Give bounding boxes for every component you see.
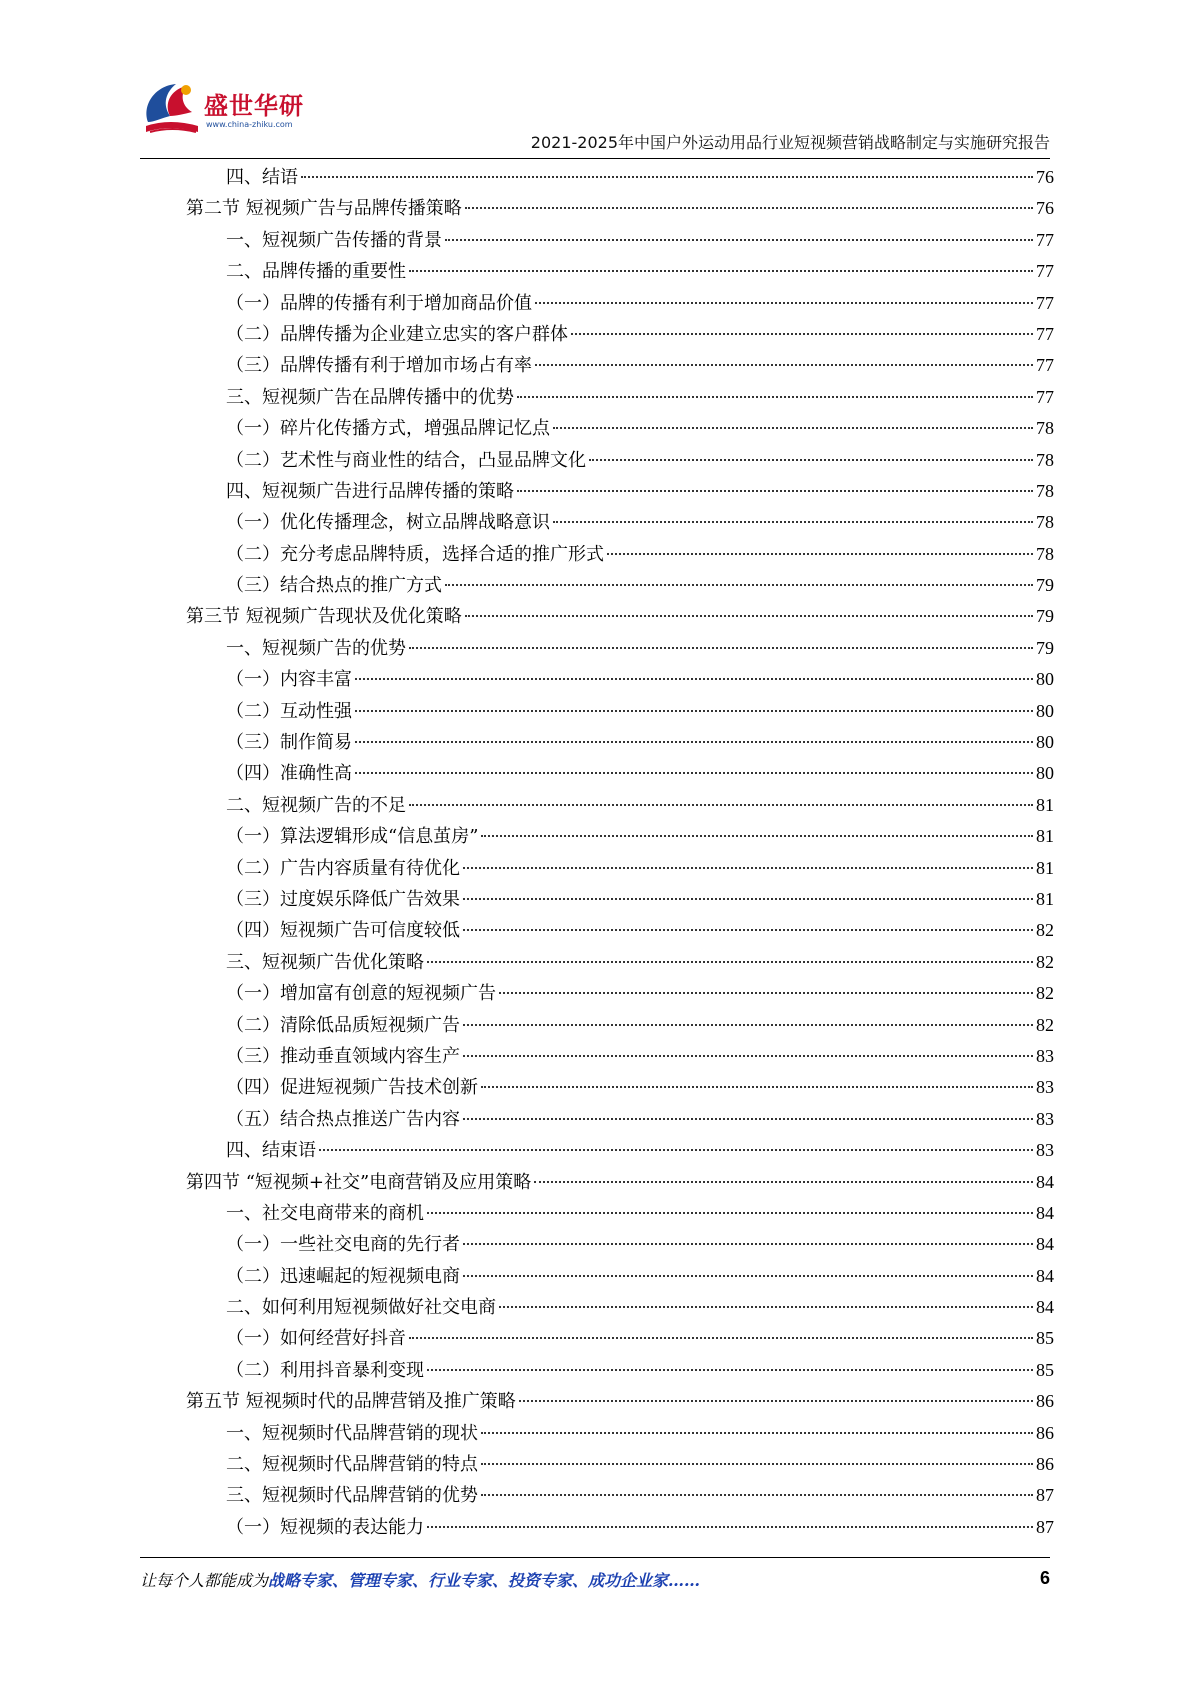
toc-entry-label: 第二节 短视频广告与品牌传播策略 bbox=[186, 198, 462, 220]
toc-leader-dots bbox=[481, 1086, 1033, 1088]
toc-entry[interactable] bbox=[186, 1323, 1054, 1354]
toc-leader-dots bbox=[481, 835, 1033, 837]
toc-entry[interactable] bbox=[186, 1449, 1054, 1480]
toc-leader-dots bbox=[517, 396, 1033, 398]
toc-entry-label: 三、短视频时代品牌营销的优势 bbox=[226, 1485, 478, 1507]
toc-entry[interactable] bbox=[186, 288, 1054, 319]
toc-entry[interactable] bbox=[186, 1386, 1054, 1417]
toc-entry-label: 二、品牌传播的重要性 bbox=[226, 261, 406, 283]
toc-entry-page: 78 bbox=[1036, 418, 1054, 439]
toc-entry-page: 84 bbox=[1036, 1297, 1054, 1318]
toc-leader-dots bbox=[535, 364, 1033, 366]
toc-leader-dots bbox=[427, 1369, 1033, 1371]
toc-entry-page: 83 bbox=[1036, 1045, 1054, 1066]
toc-entry-label: （一）如何经营好抖音 bbox=[226, 1328, 406, 1350]
toc-entry[interactable] bbox=[186, 821, 1054, 852]
toc-entry[interactable] bbox=[186, 633, 1054, 664]
toc-entry-label: 一、社交电商带来的商机 bbox=[226, 1202, 424, 1224]
toc-leader-dots bbox=[355, 710, 1033, 712]
toc-leader-dots bbox=[607, 553, 1033, 555]
toc-leader-dots bbox=[481, 1463, 1033, 1465]
toc-entry[interactable] bbox=[186, 1418, 1054, 1449]
toc-leader-dots bbox=[463, 1275, 1033, 1277]
toc-entry[interactable] bbox=[186, 915, 1054, 946]
toc-entry-label: 一、短视频时代品牌营销的现状 bbox=[226, 1422, 478, 1444]
toc-leader-dots bbox=[355, 741, 1033, 743]
toc-entry-label: 二、如何利用短视频做好社交电商 bbox=[226, 1297, 496, 1319]
toc-entry[interactable] bbox=[186, 1104, 1054, 1135]
toc-entry-label: （一）短视频的表达能力 bbox=[226, 1516, 424, 1538]
toc-entry[interactable] bbox=[186, 1167, 1054, 1198]
toc-leader-dots bbox=[571, 333, 1033, 335]
toc-leader-dots bbox=[355, 772, 1033, 774]
toc-entry-label: 四、结束语 bbox=[226, 1140, 316, 1162]
toc-entry[interactable] bbox=[186, 601, 1054, 632]
toc-leader-dots bbox=[409, 1337, 1033, 1339]
toc-entry[interactable] bbox=[186, 1261, 1054, 1292]
toc-entry-page: 84 bbox=[1036, 1265, 1054, 1286]
toc-leader-dots bbox=[463, 1024, 1033, 1026]
toc-entry-label: （三）推动垂直领域内容生产 bbox=[226, 1045, 460, 1067]
toc-entry-page: 80 bbox=[1036, 669, 1054, 690]
toc-entry[interactable] bbox=[186, 570, 1054, 601]
toc-entry-page: 87 bbox=[1036, 1485, 1054, 1506]
toc-entry-page: 76 bbox=[1036, 198, 1054, 219]
toc-entry-page: 81 bbox=[1036, 794, 1054, 815]
footer-slogan-lead: 让每个人都能成为 bbox=[140, 1571, 269, 1590]
toc-entry-label: （二）利用抖音暴利变现 bbox=[226, 1359, 424, 1381]
toc-entry[interactable] bbox=[186, 413, 1054, 444]
toc-entry-page: 82 bbox=[1036, 920, 1054, 941]
toc-entry[interactable] bbox=[186, 664, 1054, 695]
toc-entry[interactable] bbox=[186, 382, 1054, 413]
toc-entry-label: （四）准确性高 bbox=[226, 763, 352, 785]
toc-entry-page: 84 bbox=[1036, 1171, 1054, 1192]
toc-entry[interactable] bbox=[186, 1512, 1054, 1543]
company-logo bbox=[140, 78, 330, 148]
toc-entry-page: 82 bbox=[1036, 951, 1054, 972]
toc-entry[interactable] bbox=[186, 947, 1054, 978]
toc-entry-page: 86 bbox=[1036, 1391, 1054, 1412]
toc-leader-dots bbox=[535, 302, 1033, 304]
toc-entry-page: 76 bbox=[1036, 167, 1054, 187]
toc-entry-label: （二）充分考虑品牌特质，选择合适的推广形式 bbox=[226, 543, 604, 565]
toc-entry[interactable] bbox=[186, 884, 1054, 915]
toc-entry[interactable] bbox=[186, 1229, 1054, 1260]
toc-entry-page: 80 bbox=[1036, 700, 1054, 721]
toc-entry[interactable] bbox=[186, 225, 1054, 256]
toc-leader-dots bbox=[427, 961, 1033, 963]
toc-leader-dots bbox=[463, 867, 1033, 869]
toc-entry-page: 82 bbox=[1036, 1014, 1054, 1035]
toc-entry-page: 77 bbox=[1036, 229, 1054, 250]
toc-entry-label: （四）促进短视频广告技术创新 bbox=[226, 1077, 478, 1099]
toc-entry[interactable] bbox=[186, 853, 1054, 884]
toc-leader-dots bbox=[355, 678, 1033, 680]
report-title: 2021-2025年中国户外运动用品行业短视频营销战略制定与实施研究报告 bbox=[530, 133, 1050, 152]
toc-entry-label: 三、短视频广告在品牌传播中的优势 bbox=[226, 386, 514, 408]
toc-leader-dots bbox=[499, 1306, 1033, 1308]
toc-leader-dots bbox=[427, 1212, 1033, 1214]
toc-entry-label: （一）增加富有创意的短视频广告 bbox=[226, 983, 496, 1005]
toc-leader-dots bbox=[534, 1181, 1033, 1183]
toc-leader-dots bbox=[427, 1526, 1033, 1528]
toc-leader-dots bbox=[463, 929, 1033, 931]
toc-entry[interactable] bbox=[186, 1480, 1054, 1511]
toc-entry-page: 77 bbox=[1036, 386, 1054, 407]
toc-leader-dots bbox=[409, 804, 1033, 806]
toc-entry[interactable] bbox=[186, 1010, 1054, 1041]
logo-url: www.china-zhiku.com bbox=[206, 120, 293, 129]
toc-leader-dots bbox=[589, 459, 1033, 461]
toc-entry-page: 78 bbox=[1036, 512, 1054, 533]
toc-entry-label: 一、短视频广告传播的背景 bbox=[226, 229, 442, 251]
toc-leader-dots bbox=[553, 427, 1033, 429]
toc-entry-page: 80 bbox=[1036, 763, 1054, 784]
toc-entry-label: （五）结合热点推送广告内容 bbox=[226, 1108, 460, 1130]
logo-wordmark: 盛世华研 bbox=[204, 92, 304, 120]
toc-leader-dots bbox=[319, 1149, 1033, 1151]
toc-entry-page: 80 bbox=[1036, 732, 1054, 753]
toc-entry-page: 78 bbox=[1036, 480, 1054, 501]
toc-entry-page: 83 bbox=[1036, 1077, 1054, 1098]
toc-entry-label: 四、结语 bbox=[226, 167, 298, 188]
toc-entry[interactable] bbox=[186, 350, 1054, 381]
toc-entry-label: 第四节 “短视频+社交”电商营销及应用策略 bbox=[186, 1171, 532, 1193]
toc-entry-label: 三、短视频广告优化策略 bbox=[226, 951, 424, 973]
toc-leader-dots bbox=[499, 992, 1033, 994]
toc-entry-page: 85 bbox=[1036, 1328, 1054, 1349]
page-number: 6 bbox=[1039, 1568, 1050, 1588]
table-of-contents bbox=[186, 162, 1054, 1543]
toc-entry-page: 77 bbox=[1036, 261, 1054, 282]
toc-entry[interactable] bbox=[186, 445, 1054, 476]
toc-entry-label: （一）算法逻辑形成“信息茧房” bbox=[226, 826, 479, 848]
toc-leader-dots bbox=[463, 1118, 1033, 1120]
page-header bbox=[140, 78, 1050, 158]
toc-entry[interactable] bbox=[186, 162, 1054, 193]
toc-leader-dots bbox=[465, 615, 1033, 617]
footer-divider bbox=[140, 1557, 1050, 1558]
toc-entry-label: （一）一些社交电商的先行者 bbox=[226, 1234, 460, 1256]
toc-entry-label: 一、短视频广告的优势 bbox=[226, 637, 406, 659]
toc-entry-page: 81 bbox=[1036, 857, 1054, 878]
toc-entry-label: （一）内容丰富 bbox=[226, 669, 352, 691]
toc-leader-dots bbox=[519, 1400, 1033, 1402]
toc-leader-dots bbox=[465, 207, 1033, 209]
page-footer bbox=[140, 1568, 1050, 1598]
toc-entry[interactable] bbox=[186, 696, 1054, 727]
toc-entry-label: （一）碎片化传播方式，增强品牌记忆点 bbox=[226, 418, 550, 440]
toc-entry[interactable] bbox=[186, 193, 1054, 224]
toc-leader-dots bbox=[301, 176, 1033, 178]
toc-entry[interactable] bbox=[186, 1292, 1054, 1323]
toc-entry-page: 83 bbox=[1036, 1140, 1054, 1161]
toc-entry-page: 81 bbox=[1036, 826, 1054, 847]
toc-entry[interactable] bbox=[186, 790, 1054, 821]
toc-entry[interactable] bbox=[186, 476, 1054, 507]
footer-slogan-roles: 战略专家、管理专家、行业专家、投资专家、成功企业家…… bbox=[268, 1571, 701, 1590]
toc-entry-label: 第五节 短视频时代的品牌营销及推广策略 bbox=[186, 1391, 516, 1413]
toc-entry-page: 79 bbox=[1036, 575, 1054, 596]
toc-leader-dots bbox=[463, 1243, 1033, 1245]
toc-entry-label: （二）迅速崛起的短视频电商 bbox=[226, 1265, 460, 1287]
toc-leader-dots bbox=[517, 490, 1033, 492]
toc-entry-page: 79 bbox=[1036, 637, 1054, 658]
toc-entry-label: （二）艺术性与商业性的结合，凸显品牌文化 bbox=[226, 449, 586, 471]
toc-entry-page: 79 bbox=[1036, 606, 1054, 627]
toc-entry-label: （一）品牌的传播有利于增加商品价值 bbox=[226, 292, 532, 314]
toc-entry-page: 87 bbox=[1036, 1516, 1054, 1537]
toc-entry-label: （二）品牌传播为企业建立忠实的客户群体 bbox=[226, 323, 568, 345]
toc-entry-page: 84 bbox=[1036, 1234, 1054, 1255]
toc-leader-dots bbox=[481, 1432, 1033, 1434]
toc-entry[interactable] bbox=[186, 1041, 1054, 1072]
toc-entry[interactable] bbox=[186, 758, 1054, 789]
toc-leader-dots bbox=[553, 521, 1033, 523]
toc-leader-dots bbox=[409, 270, 1033, 272]
toc-leader-dots bbox=[463, 1055, 1033, 1057]
toc-entry-page: 81 bbox=[1036, 888, 1054, 909]
toc-entry[interactable] bbox=[186, 978, 1054, 1009]
toc-entry-page: 78 bbox=[1036, 543, 1054, 564]
toc-entry-label: （三）过度娱乐降低广告效果 bbox=[226, 888, 460, 910]
toc-entry[interactable] bbox=[186, 1072, 1054, 1103]
toc-entry-page: 86 bbox=[1036, 1422, 1054, 1443]
toc-entry-page: 85 bbox=[1036, 1359, 1054, 1380]
toc-entry-label: （一）优化传播理念，树立品牌战略意识 bbox=[226, 512, 550, 534]
toc-entry-label: （二）广告内容质量有待优化 bbox=[226, 857, 460, 879]
toc-leader-dots bbox=[445, 239, 1033, 241]
toc-entry-label: 二、短视频时代品牌营销的特点 bbox=[226, 1454, 478, 1476]
toc-entry-page: 77 bbox=[1036, 323, 1054, 344]
toc-entry-page: 77 bbox=[1036, 292, 1054, 313]
toc-entry-page: 84 bbox=[1036, 1202, 1054, 1223]
toc-entry[interactable] bbox=[186, 1198, 1054, 1229]
toc-entry-label: （二）清除低品质短视频广告 bbox=[226, 1014, 460, 1036]
toc-entry[interactable] bbox=[186, 539, 1054, 570]
toc-entry-page: 77 bbox=[1036, 355, 1054, 376]
toc-entry-label: （四）短视频广告可信度较低 bbox=[226, 920, 460, 942]
toc-leader-dots bbox=[463, 898, 1033, 900]
toc-entry[interactable] bbox=[186, 1355, 1054, 1386]
header-divider bbox=[140, 158, 1050, 159]
toc-entry-label: （二）互动性强 bbox=[226, 700, 352, 722]
toc-entry-page: 78 bbox=[1036, 449, 1054, 470]
toc-entry-label: 第三节 短视频广告现状及优化策略 bbox=[186, 606, 462, 628]
toc-entry-label: 四、短视频广告进行品牌传播的策略 bbox=[226, 480, 514, 502]
toc-entry-label: （三）结合热点的推广方式 bbox=[226, 575, 442, 597]
toc-entry[interactable] bbox=[186, 319, 1054, 350]
toc-entry-label: 二、短视频广告的不足 bbox=[226, 794, 406, 816]
logo-icon bbox=[140, 78, 204, 140]
toc-entry-label: （三）品牌传播有利于增加市场占有率 bbox=[226, 355, 532, 377]
toc-entry-page: 82 bbox=[1036, 983, 1054, 1004]
toc-entry[interactable] bbox=[186, 507, 1054, 538]
toc-entry-label: （三）制作简易 bbox=[226, 732, 352, 754]
toc-entry[interactable] bbox=[186, 727, 1054, 758]
toc-entry-page: 86 bbox=[1036, 1454, 1054, 1475]
toc-leader-dots bbox=[445, 584, 1033, 586]
toc-entry[interactable] bbox=[186, 256, 1054, 287]
toc-leader-dots bbox=[409, 647, 1033, 649]
toc-entry[interactable] bbox=[186, 1135, 1054, 1166]
toc-entry-page: 83 bbox=[1036, 1108, 1054, 1129]
toc-leader-dots bbox=[481, 1494, 1033, 1496]
